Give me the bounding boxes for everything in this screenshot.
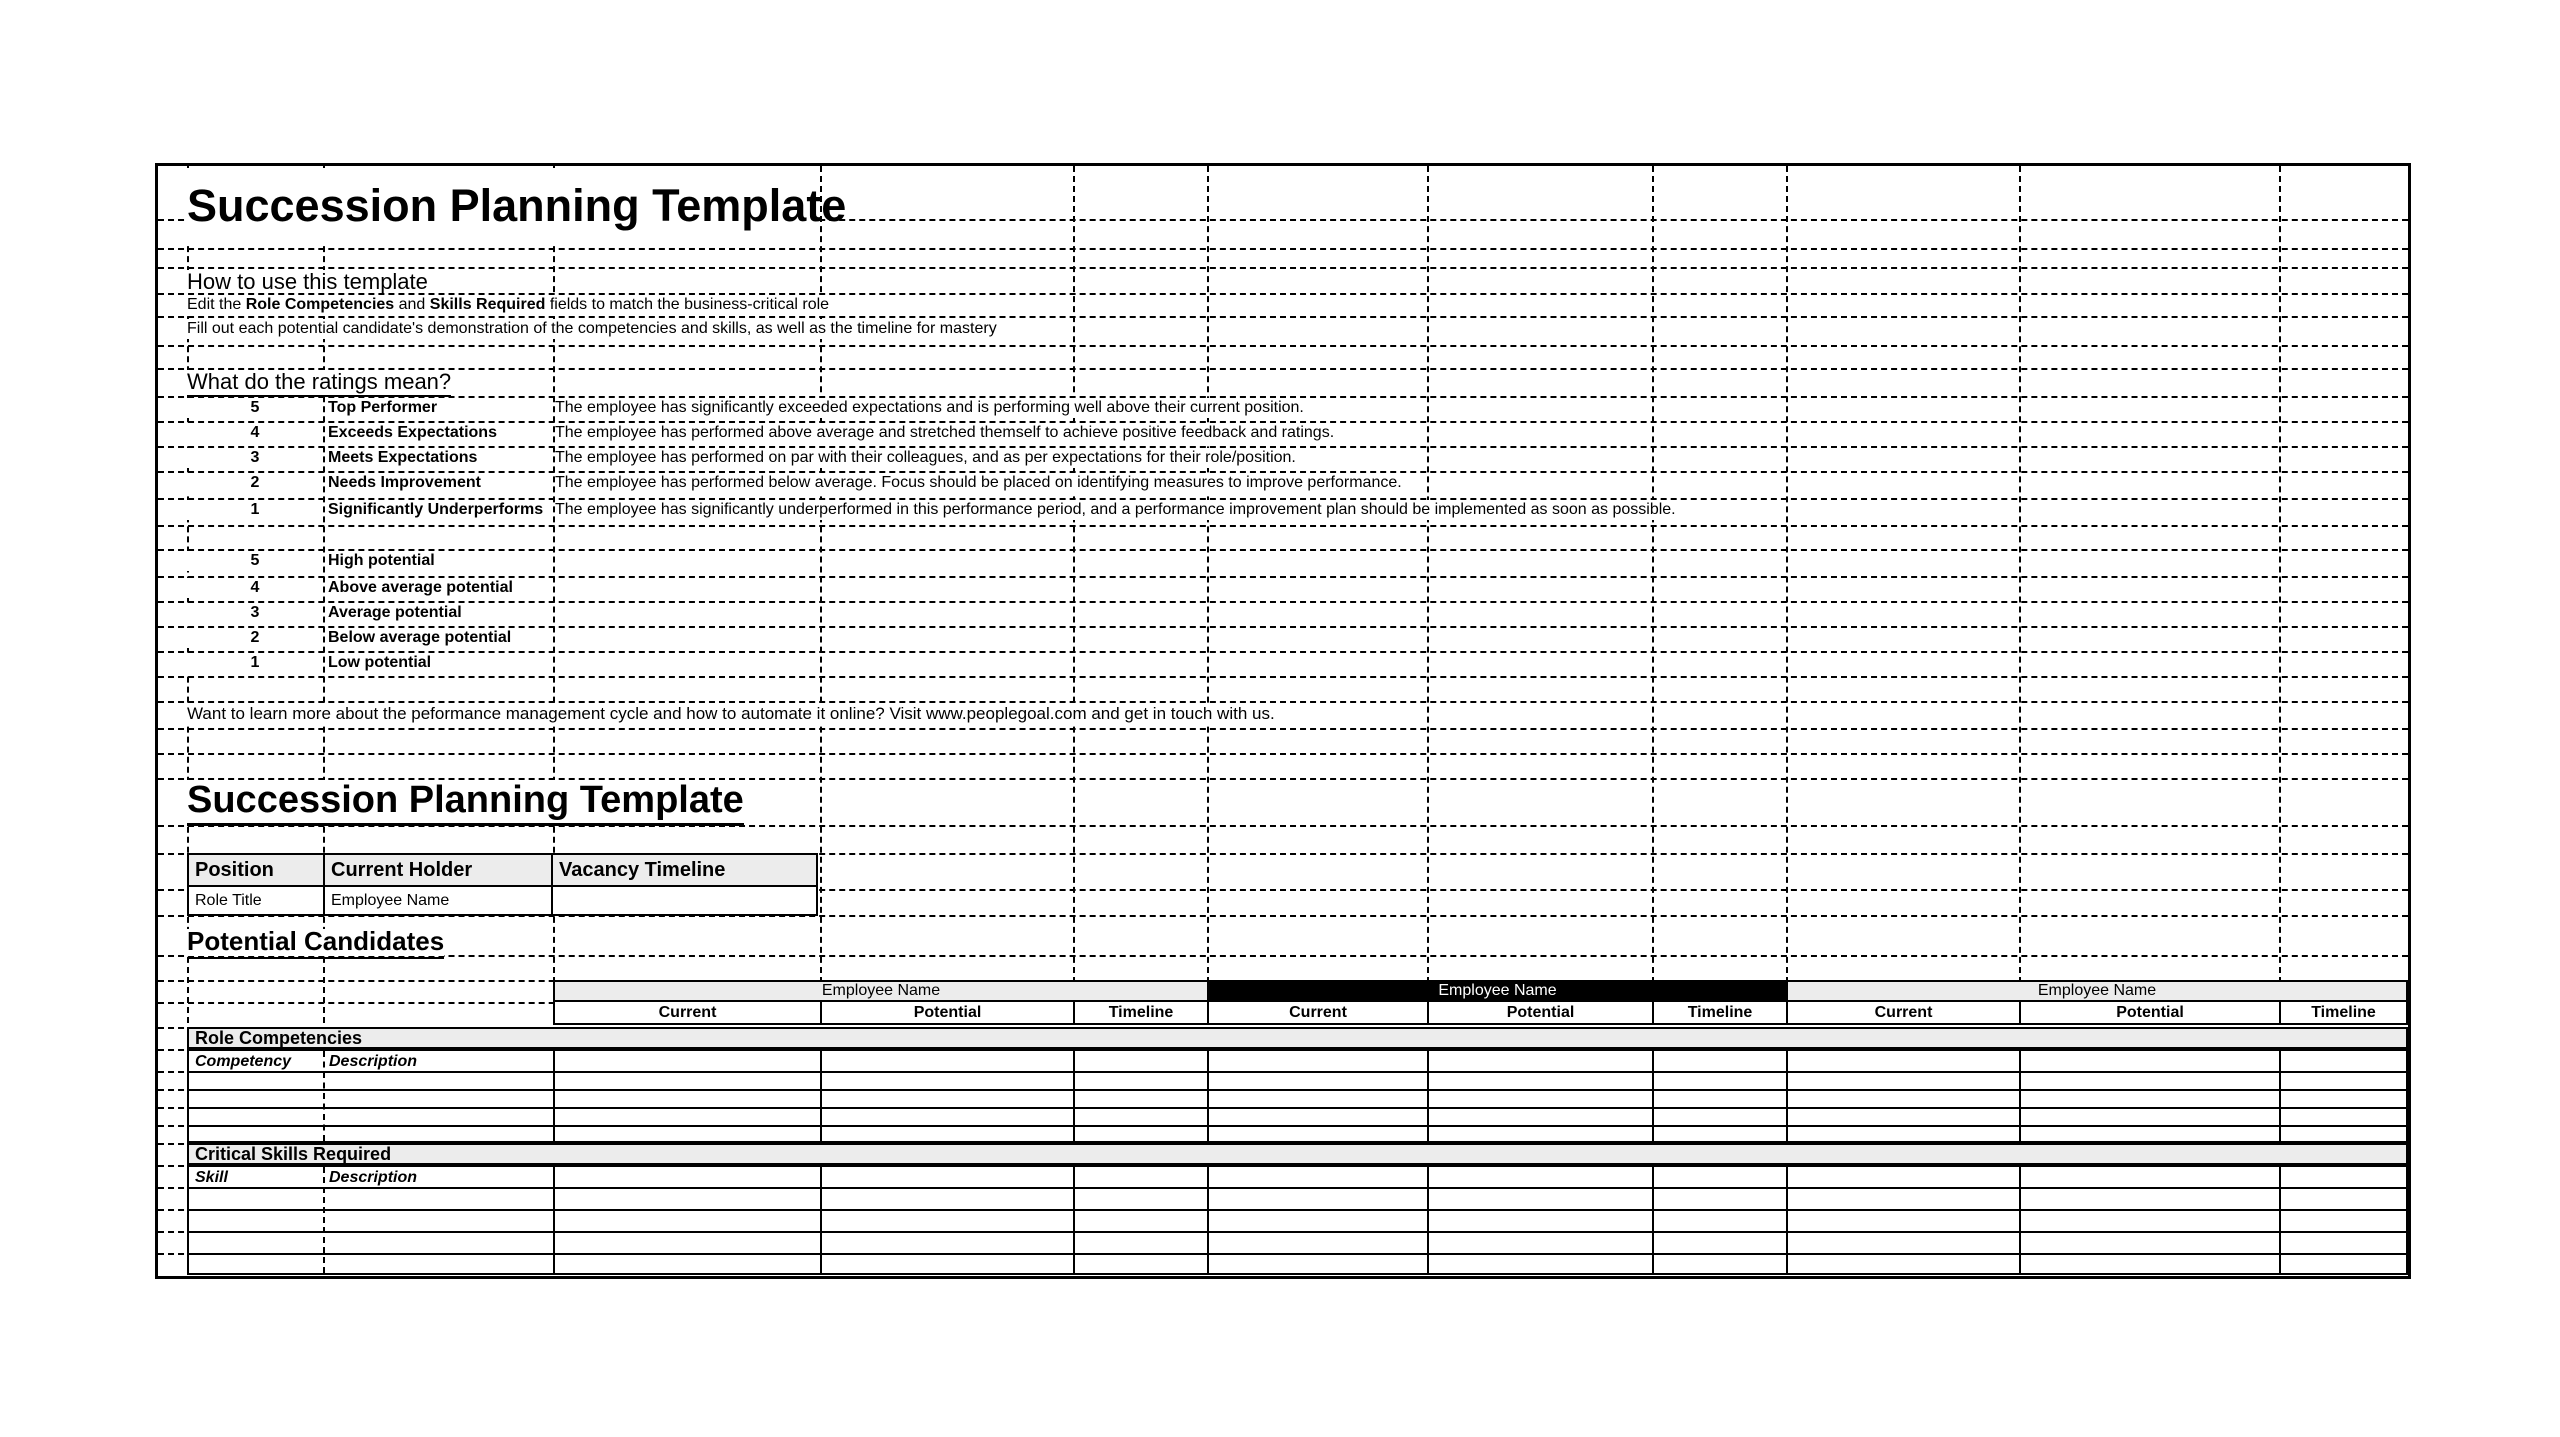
table-column-line: [2279, 1051, 2281, 1141]
candidate-header-block: [553, 980, 2408, 1025]
subheader-potential: Potential: [1427, 1002, 1652, 1023]
subheader-timeline: Timeline: [1652, 1002, 1786, 1023]
rating-description: The employee has performed below average. Focus should be placed on identifying measures to improve performance.: [555, 474, 1402, 491]
instruction-edit-prefix: Edit the: [187, 296, 246, 313]
table-row-line: [189, 1231, 2406, 1233]
table-row-line: [189, 1107, 2406, 1109]
promo-line: Want to learn more about the peformance management cycle and how to automate it online? Visit www.peoplegoal.com and get in touch with us.: [187, 704, 1275, 723]
employee-name-header-2[interactable]: Employee Name: [1207, 982, 1786, 1000]
current-holder-cell[interactable]: Employee Name: [325, 887, 553, 914]
ratings-heading-text: What do the ratings mean?: [187, 369, 451, 397]
how-to-use-heading: [187, 270, 428, 293]
gridline-h: [158, 248, 2408, 250]
role-competencies-band: Role Competencies: [187, 1027, 2408, 1049]
rating-label: High potential: [328, 552, 435, 569]
instruction-edit-mid: and: [394, 296, 430, 313]
table-column-line: [323, 1167, 325, 1273]
rating-label: Needs Improvement: [328, 474, 481, 491]
rating-score: 2: [187, 628, 323, 648]
table-row-line: [189, 1253, 2406, 1255]
gridline-v: [1207, 166, 1209, 1023]
rating-score: 4: [187, 423, 323, 443]
description-column-label: Description: [329, 1053, 418, 1070]
table-column-line: [1207, 1051, 1209, 1141]
gridline-h: [158, 316, 2408, 318]
rating-score: 1: [187, 500, 323, 520]
rating-score: 4: [187, 578, 323, 598]
gridline-h: [158, 955, 2408, 957]
table-column-line: [1427, 1167, 1429, 1273]
subheader-potential: Potential: [820, 1002, 1073, 1023]
table-column-line: [323, 1051, 325, 1141]
table-column-line: [553, 1051, 555, 1141]
subheader-current: Current: [658, 1003, 717, 1021]
page-title: Succession Planning Template: [187, 168, 820, 246]
employee-name-header-1[interactable]: Employee Name: [555, 982, 1207, 1000]
rating-label: Significantly Underperforms: [328, 501, 544, 518]
section-title-text: Succession Planning Template: [187, 779, 744, 826]
rating-description: The employee has performed on par with their colleagues, and as per expectations for their role/position.: [555, 449, 1296, 466]
gridline-h: [158, 368, 2408, 370]
gridline-h: [158, 753, 2408, 755]
current-holder-header-cell: Current Holder: [325, 855, 553, 885]
table-column-line: [553, 1167, 555, 1273]
table-column-line: [1786, 1167, 1788, 1273]
table-row-line: [189, 1187, 2406, 1189]
table-row-line: [189, 1071, 2406, 1073]
rating-score: 3: [187, 448, 323, 468]
gridline-v: [1073, 166, 1075, 1023]
position-table-data-row: [189, 887, 816, 914]
gridline-h: [158, 549, 2408, 551]
gridline-h: [158, 728, 2408, 730]
instruction-edit-suffix: fields to match the business-critical role: [545, 296, 830, 313]
critical-skills-band: Critical Skills Required: [187, 1143, 2408, 1165]
table-column-line: [1652, 1051, 1654, 1141]
gridline-h: [158, 345, 2408, 347]
potential-candidates-heading: [187, 926, 445, 956]
table-column-line: [1207, 1167, 1209, 1273]
table-row-line: [189, 1125, 2406, 1127]
gridline-v: [1786, 166, 1788, 1023]
rating-label: Top Performer: [328, 399, 438, 416]
employee-name-header-row: [553, 980, 2408, 1002]
position-table-header-row: [189, 855, 816, 887]
how-to-use-heading-text: How to use this template: [187, 269, 428, 297]
gridline-v: [1427, 166, 1429, 1023]
table-row-line: [189, 1089, 2406, 1091]
vacancy-timeline-cell[interactable]: [553, 887, 816, 914]
instruction-fill-line: Fill out each potential candidate's demonstration of the competencies and skills, as well as the timeline for mastery: [187, 320, 997, 337]
subheader-current: Current: [1786, 1002, 2019, 1023]
gridline-h: [158, 267, 2408, 269]
employee-name-header-3[interactable]: Employee Name: [1786, 982, 2406, 1000]
table-column-line: [2279, 1167, 2281, 1273]
gridline-h: [158, 651, 2408, 653]
gridline-v: [2019, 166, 2021, 1023]
competency-column-label: Competency: [195, 1053, 292, 1070]
subheader-timeline: Timeline: [2279, 1002, 2406, 1023]
rating-label: Above average potential: [328, 579, 513, 596]
table-column-line: [820, 1051, 822, 1141]
table-column-line: [1427, 1051, 1429, 1141]
table-column-line: [1073, 1167, 1075, 1273]
rating-score: 5: [187, 398, 323, 418]
table-column-line: [1652, 1167, 1654, 1273]
rating-label: Meets Expectations: [328, 449, 478, 466]
gridline-h: [158, 601, 2408, 603]
position-header-cell: Position: [189, 855, 325, 885]
description-column-label: Description: [329, 1169, 418, 1186]
rating-description: The employee has performed above average and stretched themself to achieve positive feedback and ratings.: [555, 424, 1335, 441]
position-table: [187, 853, 818, 916]
gridline-h: [158, 676, 2408, 678]
table-column-line: [2019, 1051, 2021, 1141]
table-row-line: [189, 1209, 2406, 1211]
table-column-line: [2019, 1167, 2021, 1273]
ratings-heading: [187, 370, 451, 393]
table-column-line: [1786, 1051, 1788, 1141]
instruction-edit-bold-role-competencies: Role Competencies: [245, 296, 395, 313]
skill-column-label: Skill: [195, 1169, 228, 1186]
role-title-cell[interactable]: Role Title: [189, 887, 325, 914]
subheader-timeline: Timeline: [1073, 1002, 1207, 1023]
role-competencies-grid[interactable]: [187, 1049, 2408, 1143]
gridline-v: [1652, 166, 1654, 1023]
gridline-h: [158, 525, 2408, 527]
table-column-line: [1073, 1051, 1075, 1141]
subheader-row: [553, 1000, 2408, 1025]
rating-label: Average potential: [328, 604, 462, 621]
vacancy-timeline-header-cell: Vacancy Timeline: [559, 858, 726, 881]
gridline-v: [2279, 166, 2281, 1023]
potential-candidates-heading-text: Potential Candidates: [187, 926, 444, 959]
rating-label: Exceeds Expectations: [328, 424, 497, 441]
rating-score: 3: [187, 603, 323, 623]
subheader-potential: Potential: [2019, 1002, 2279, 1023]
rating-label: Below average potential: [328, 629, 512, 646]
instruction-edit-line: [187, 295, 829, 315]
rating-score: 2: [187, 473, 323, 493]
instruction-edit-bold-skills-required: Skills Required: [429, 296, 546, 313]
rating-score: 1: [187, 653, 323, 673]
rating-description: The employee has significantly exceeded expectations and is performing well above their current position.: [555, 399, 1304, 416]
critical-skills-grid[interactable]: [187, 1165, 2408, 1275]
spreadsheet-sheet: [155, 163, 2411, 1279]
rating-description: The employee has significantly underperformed in this performance period, and a performance improvement plan should be implemented as soon as possible.: [555, 501, 1676, 518]
rating-score: 5: [187, 551, 323, 571]
subheader-current: Current: [1207, 1002, 1427, 1023]
table-column-line: [820, 1167, 822, 1273]
section-title: [187, 780, 744, 823]
rating-label: Low potential: [328, 654, 432, 671]
